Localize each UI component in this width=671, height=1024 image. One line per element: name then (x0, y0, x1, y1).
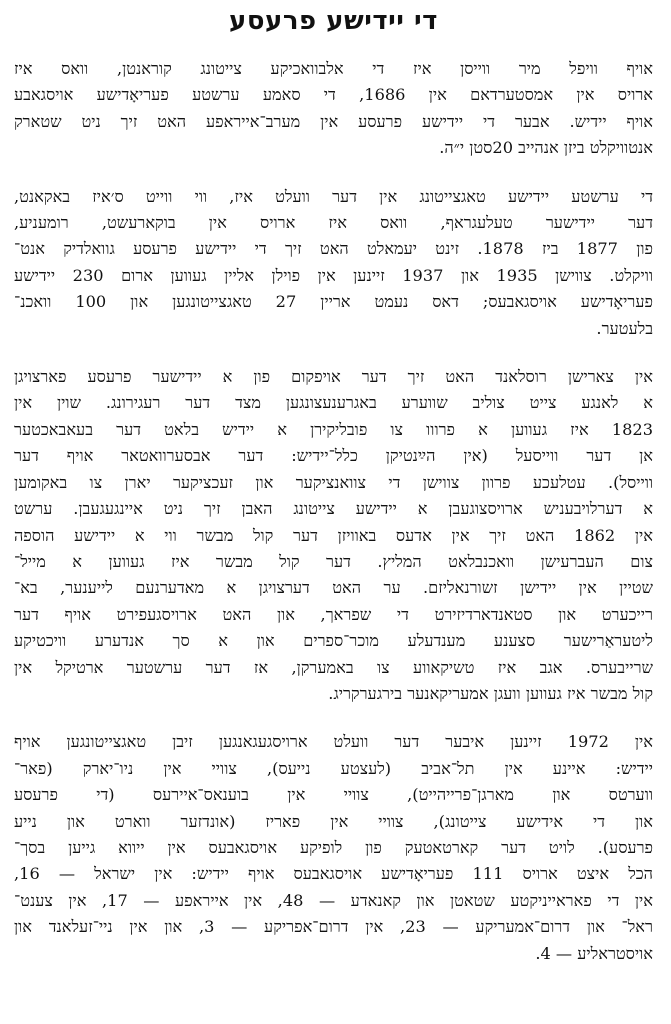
text-line: בלעטער. (596, 318, 653, 338)
text-line: אויסטראליע — 4. (535, 943, 653, 963)
text-line: אין 1972 זיינען איבער דער וועלט ארויסגעגאנגען זיבן טאגצייטונגען אויף (14, 732, 653, 752)
text-line: א לאנגע צייט צוליב שווערע באגרענעצונגען מצד דער רעגירונג. שוין אין (14, 393, 653, 413)
text-line: ראל־ און דרום־אמעריקע — 23, אין דרום־אפריקע — 3, און אין ניי־זעלאנד און (14, 917, 653, 937)
text-line: 1823 איז געווען א פרווו צו פובליקירן א יידיש בלאט דער בעאבאכטער (14, 419, 653, 439)
text-line: דער יידישער טעלעגראף, וואס איז ארויס אין בוקארעשט, רומעניע, (14, 213, 653, 233)
text-line: ליטעראַרישער סצענע מענדעלע מוכר־ספרים און א סך אנדערע וויכטיקע (14, 631, 653, 651)
text-line: אנטוויקלט ביזן אנהייב 20סטן י״ה. (439, 138, 653, 158)
text-line: ווייסל). עטלעכע פרוון צווישן די צוואנציקער און זעכציקער יארן צו באקומען (14, 472, 653, 492)
text-line: אויף וויפל מיר ווייסן איז די אלבוואכיקע צייטונג קוראנטן, וואס איז (14, 59, 653, 78)
paragraph (14, 729, 653, 967)
text-line: אן דער ווייסעל (אין הײַנטיקן כלל־יידיש: דער אבסערוואטאר אויף דער (14, 446, 653, 466)
text-line: שטיין אין יידישן זשורנאליזם. ער האט דערצויגן א מאדערנעם לייענער, בא־ (14, 578, 653, 598)
article-body (14, 56, 653, 967)
text-line: הכל איצט ארויס 111 פעריאָדישע אויסגאבעס אויף יידיש: אין ישראל — 16, (14, 864, 653, 884)
page-title: די יידישע פרעסע (229, 6, 438, 36)
text-line: ווערטס און מארגן־פרייהייט), צוויי אין בוענאס־איירעס (די פרעסע (14, 785, 653, 805)
text-line: וויקלט. צווישן 1935 און 1937 זיינען אין פוילן אליין געווען ארום 230 יידישע (14, 265, 653, 285)
text-line: שרייבערס. אגב איז טשיקאווע צו באמערקן, אז דער ערשטער ארטיקל אין (14, 657, 653, 677)
text-line: קול מבשר איז געווען וועגן אמעריקאנער בירגערקריג. (328, 683, 653, 703)
text-line: און די אידישע צייטונג), צוויי אין פאריז (אונדזער ווארט און נייע (14, 811, 653, 831)
text-line: ארויס אין אמסטערדאם אין 1686, די סאמע ערשטע פעריאָדישע אויסגאבע (14, 85, 653, 105)
text-line: פעריאָדישע אויסגאבעס; דאס נעמט אריין 27 טאגצייטונגען און 100 וואכנ־ (14, 292, 653, 312)
paragraph (14, 184, 653, 342)
text-line: יידיש: איינע אין תל־אביב (לעצטע נייעס), צוויי אין ניו־יארק (פאר־ (14, 758, 653, 778)
text-line: צום העברעישן וואכנבלאט המליץ. דער קול מבשר איז געווען א מייל־ (14, 551, 653, 571)
text-line: אין 1862 האט זיך אין אדעס באוויזן דער קול מבשר ווי א יידישע הוספה (14, 525, 653, 545)
paragraph (14, 56, 653, 162)
text-line: אין די פאראייניקטע שטאטן און קאנאדע — 48, אין אייראפע — 17, אין צענט־ (14, 890, 653, 910)
text-line: די ערשטע יידישע טאגצייטונג אין דער וועלט איז, ווי ווייט ס׳איז באקאנט, (14, 186, 653, 206)
text-line: רייכערט און סטאנדארדיזירט די שפראך, און האט ארויסגעפירט אויף דער (14, 604, 653, 624)
text-line: אויף יידיש. אבער די יידישע פרעסע אין מערב־אייראפע האט זיך ניט שטארק (14, 111, 653, 131)
paragraph (14, 364, 653, 707)
text-line: אין צארישן רוסלאנד האט זיך דער אויפקום פון א יידישער פרעסע פארצויגן (14, 367, 653, 387)
text-line: א דערלויבעניש ארויסצוגעבן א יידישע צייטונג האבן זיך ניט איינגעגעבן. ערשט (14, 499, 653, 519)
text-line: פרעסע). לויט דער קארטאטעק פון לופיקע אויסגאבעס אין ייווא גייען בסך־ (14, 837, 653, 857)
text-line: פון 1877 ביז 1878. זינט יעמאלט האט זיך די יידישע פרעסע גוואלדיק אנט־ (14, 239, 653, 259)
